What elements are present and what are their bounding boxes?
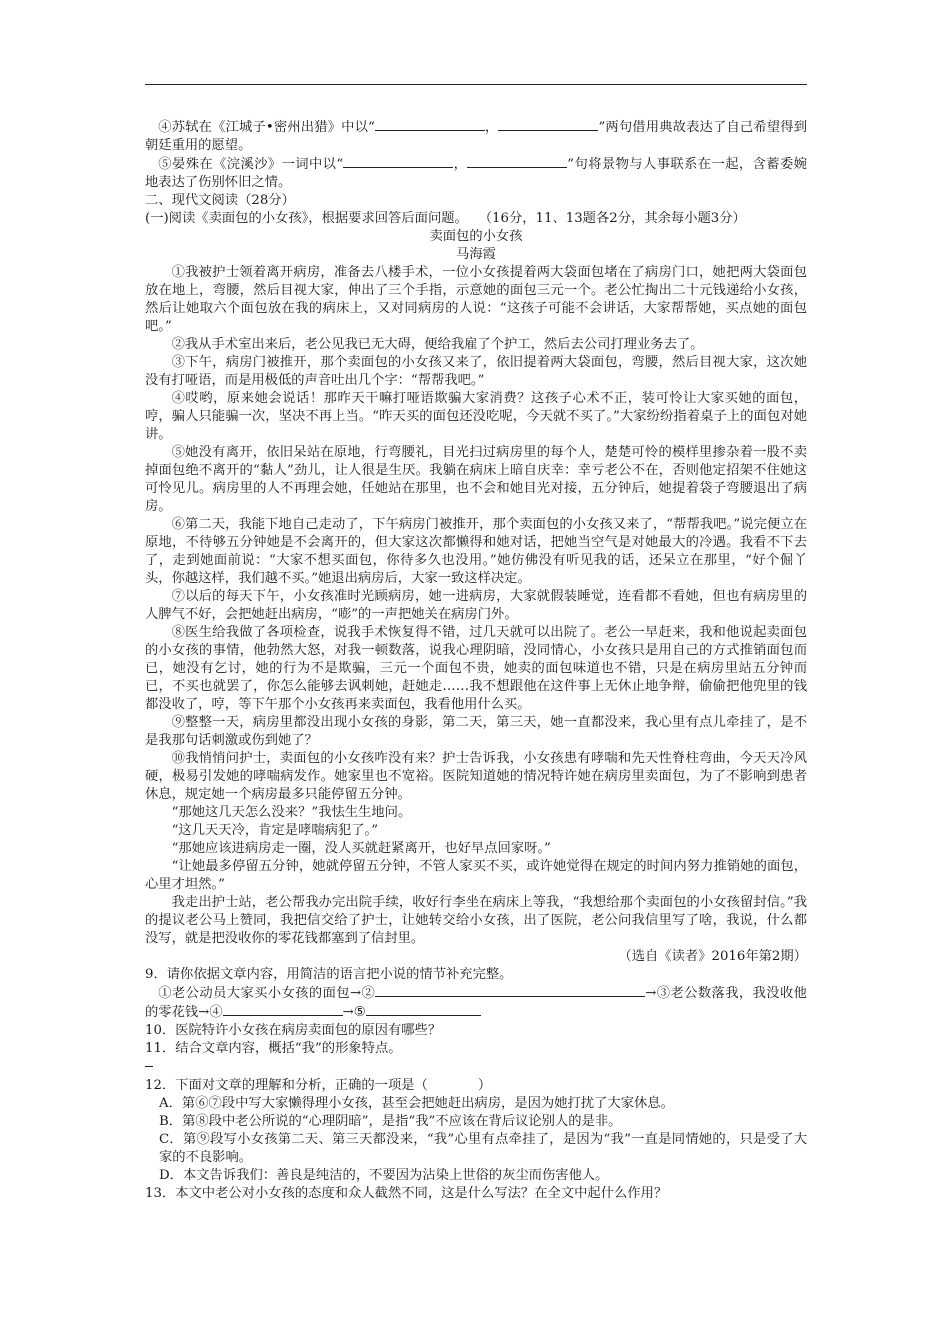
answer-blank[interactable]	[343, 155, 453, 168]
subsection-instruction: (一)阅读《卖面包的小女孩》，根据要求回答后面问题。 （16分，11、13题各2分，其余每小题3分）	[145, 211, 746, 226]
question-12-option: A．第⑥⑦段中写大家懒得理小女孩，甚至会把她赶出病房，是因为她打扰了大家休息。	[159, 1096, 674, 1111]
article-source: （选自《读者》2016年第2期）	[618, 949, 807, 964]
article-dialogue: “那她这几天怎么没来？”我怯生生地问。	[171, 805, 412, 820]
question-12-option: B．第⑧段中老公所说的“心理阴暗”，是指“我”不应该在背后议论别人的是非。	[159, 1114, 622, 1129]
article-paragraph: ⑨整整一天，病房里都没出现小女孩的身影，第二天，第三天，她一直都没来，我心里有点儿牵挂了，是不是我那句话刺激或伤到她了？	[145, 715, 807, 748]
article-paragraph: ②我从手术室出来后，老公见我已无大碍，便给我雇了个护工，然后去公司打理业务去了。	[171, 337, 704, 352]
answer-line-mark	[145, 1066, 153, 1077]
article-author: 马海霞	[456, 247, 496, 262]
page-content	[145, 118, 807, 1203]
answer-blank[interactable]	[375, 984, 645, 997]
answer-blank[interactable]	[467, 155, 567, 168]
question-11: 11．结合文章内容，概括“我”的形象特点。	[145, 1041, 402, 1056]
article-paragraph: ⑩我悄悄问护士，卖面包的小女孩咋没有来？护士告诉我，小女孩患有哮喘和先天性脊柱弯曲，今天天冷风硬，极易引发她的哮喘病发作。她家里也不宽裕。医院知道她的情况特许她在病房里卖面包，为了不影响到患者休息，规定她一个病房最多只能停留五分钟。	[145, 751, 807, 802]
answer-blank[interactable]	[366, 1003, 481, 1016]
article-paragraph: ⑥第二天，我能下地自己走动了，下午病房门被推开，那个卖面包的小女孩又来了，“帮帮我吧。”说完便立在原地，不待够五分钟她是不会离开的，但大家这次都懒得和她对话，把她当空气是对她最大的冷遇。我看不下去了，走到她面前说：“大家不想买面包，你待多久也没用。”她仿佛没有听见我的话，还呆立在那里，“好个倔丫头，你越这样，我们越不买。”她退出病房后，大家一致这样决定。	[145, 517, 807, 586]
poetry-q4: ④苏轼在《江城子•密州出猎》中以“ ， ”两句借用典故表达了自己希望得到朝廷重用的愿望。	[145, 120, 807, 153]
header-rule	[145, 84, 807, 85]
article-paragraph: 我走出护士站，老公帮我办完出院手续，收好行李坐在病床上等我，“我想给那个卖面包的小女孩留封信。”我的提议老公马上赞同，我把信交给了护士，让她转交给小女孩，出了医院，老公问我信里写了啥，我说，什么都没写，就是把没收你的零花钱都塞到了信封里。	[145, 895, 807, 946]
article-paragraph: ⑦以后的每天下午，小女孩准时光顾病房，她一进病房，大家就假装睡觉，连看都不看她，但也有病房里的人脾气不好，会把她赶出病房，“嘭”的一声把她关在病房门外。	[145, 589, 807, 622]
article-dialogue: “这几天天冷，肯定是哮喘病犯了。”	[171, 823, 378, 838]
question-13: 13．本文中老公对小女孩的态度和众人截然不同，这是什么写法？在全文中起什么作用？	[145, 1186, 668, 1201]
question-9-plot: ①老公动员大家买小女孩的面包→② →③老公数落我，我没收他的零花钱→④ →⑤	[145, 986, 807, 1020]
article-paragraph: ③下午，病房门被推开，那个卖面包的小女孩又来了，依旧提着两大袋面包，弯腰，然后目视大家，这次她没有打哑语，而是用极低的声音吐出几个字：“帮帮我吧。”	[145, 355, 807, 388]
article-paragraph: ⑧医生给我做了各项检查，说我手术恢复得不错，过几天就可以出院了。老公一早赶来，我和他说起卖面包的小女孩的事情，他勃然大怒，对我一顿数落，说我心理阴暗，没同情心，小女孩只是用自己的方式推销面包而已，她没有乞讨，她的行为不是欺骗，三元一个面包不贵，她卖的面包味道也不错，只是在病房里站五分钟而已，不买也就罢了，你怎么能够去讽刺她，赶她走……我不想跟他在这件事上无休止地争辩，偷偷把他兜里的钱都没收了，哼，等下午那个小女孩再来卖面包，我看他用什么买。	[145, 625, 807, 712]
article-paragraph: ①我被护士领着离开病房，准备去八楼手术，一位小女孩提着两大袋面包堵在了病房门口，她把两大袋面包放在地上，弯腰，然后目视大家，伸出了三个手指，示意她的面包三元一个。老公忙掏出二十元钱递给小女孩，然后让她取六个面包放在我的病床上，又对同病房的人说：“这孩子可能不会讲话，大家帮帮她，买点她的面包吧。”	[145, 265, 807, 334]
article-dialogue: “那她应该进病房走一圈，没人买就赶紧离开，也好早点回家呀。”	[171, 841, 551, 856]
question-12: 12．下面对文章的理解和分析，正确的一项是（ ）	[145, 1078, 492, 1093]
answer-blank[interactable]	[498, 118, 598, 131]
article-dialogue: “让她最多停留五分钟，她就停留五分钟，不管人家买不买，或许她觉得在规定的时间内努力推销她的面包，心里才坦然。”	[145, 859, 807, 892]
answer-blank[interactable]	[375, 118, 485, 131]
article-paragraph: ⑤她没有离开，依旧呆站在原地，行弯腰礼，目光扫过病房里的每个人，楚楚可怜的模样里掺杂着一股不卖掉面包绝不离开的“黏人”劲儿，让人很是生厌。我躺在病床上暗自庆幸：幸亏老公不在，否则他定招架不住她这可怜见儿。病房里的人不再理会她，任她站在那里，也不会和她目光对接，五分钟后，她提着袋子弯腰退出了病房。	[145, 445, 807, 514]
question-10: 10．医院特许小女孩在病房卖面包的原因有哪些？	[145, 1023, 442, 1038]
question-9: 9．请你依据文章内容，用简洁的语言把小说的情节补充完整。	[145, 967, 513, 982]
section-heading: 二、现代文阅读（28分）	[145, 193, 295, 208]
poetry-q5: ⑤晏殊在《浣溪沙》一词中以“ ， ”句将景物与人事联系在一起，含蓄委婉地表达了伤别怀旧之情。	[145, 157, 807, 190]
answer-blank[interactable]	[223, 1003, 343, 1016]
article-title: 卖面包的小女孩	[429, 229, 523, 244]
article-paragraph: ④哎哟，原来她会说话！那昨天干嘛打哑语欺骗大家消费？这孩子心术不正，装可怜让大家买她的面包，哼，骗人只能骗一次，坚决不再上当。“昨天买的面包还没吃呢，今天就不买了。”大家纷纷指着桌子上的面包对她讲。	[145, 391, 807, 442]
question-12-option: D．本文告诉我们：善良是纯洁的，不要因为沾染上世俗的灰尘而伤害他人。	[159, 1168, 609, 1183]
question-12-option: C．第⑨段写小女孩第二天、第三天都没来，“我”心里有点牵挂了，是因为“我”一直是同情她的，只是受了大家的不良影响。	[159, 1132, 807, 1165]
